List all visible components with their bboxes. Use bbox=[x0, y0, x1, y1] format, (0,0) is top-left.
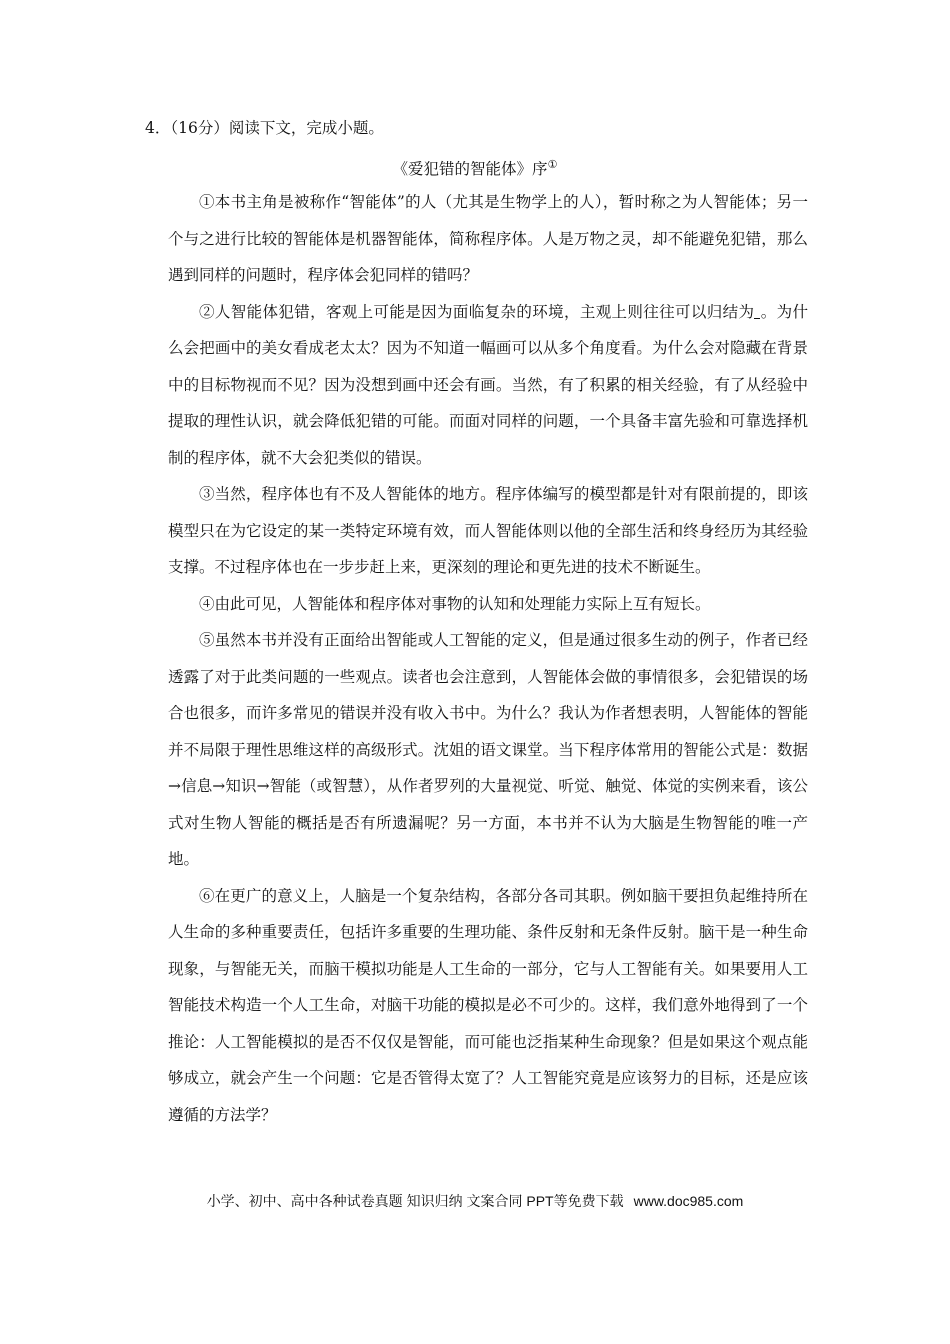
paragraph-2-lead: ②人智能体犯错，客观上可能是因为面临复杂的环境，主观上则往往可以归结为 bbox=[199, 302, 755, 321]
title-footnote-mark: ① bbox=[547, 158, 558, 171]
paragraph-2-rest: 。为什么会把画中的美女看成老太太？因为不知道一幅画可以从多个角度看。为什么会对隐藏在背景中的目标物视而不见？因为没想到画中还会有画。当然，有了积累的相关经验，有了从经验中提取的理性认识，就会降低犯错的可能。而面对同样的问题，一个具备丰富先验和可靠选择机制的程序体，就不大会犯类似的错误。 bbox=[168, 302, 808, 467]
question-number: 4． bbox=[145, 119, 171, 137]
footer-text: 小学、初中、高中各种试卷真题 知识归纳 文案合同 PPT等免费下载 bbox=[206, 1193, 624, 1209]
paragraph-5: ⑤虽然本书并没有正面给出智能或人工智能的定义，但是通过很多生动的例子，作者已经透露了对于此类问题的一些观点。读者也会注意到，人智能体会做的事情很多，会犯错误的场合也很多，而许多常见的错误并没有收入书中。为什么？我认为作者想表明，人智能体的智能并不局限于理性思维这样的高级形式。沈姐的语文课堂。当下程序体常用的智能公式是：数据→信息→知识→智能（或智慧），从作者罗列的大量视觉、听觉、触觉、体觉的实例来看，该公式对生物人智能的概括是否有所遗漏呢？另一方面，本书并不认为大脑是生物智能的唯一产地。 bbox=[168, 631, 808, 868]
paragraph-6: ⑥在更广的意义上，人脑是一个复杂结构，各部分各司其职。例如脑干要担负起维持所在人生命的多种重要责任，包括许多重要的生理功能、条件反射和无条件反射。脑干是一种生命现象，与智能无关，而脑干模拟功能是人工生命的一部分，它与人工智能有关。如果要用人工智能技术构造一个人工生命，对脑干功能的模拟是必不可少的。这样，我们意外地得到了一个推论：人工智能模拟的是否不仅仅是智能，而可能也泛指某种生命现象？但是如果这个观点能够成立，就会产生一个问题：它是否管得太宽了？人工智能究竟是应该努力的目标，还是应该遵循的方法学？ bbox=[168, 886, 808, 1124]
question-instruction: （16分）阅读下文，完成小题。 bbox=[170, 119, 384, 137]
article-title bbox=[0, 153, 950, 181]
page-footer bbox=[0, 1190, 950, 1212]
footer-url: www.doc985.com bbox=[633, 1193, 744, 1209]
paragraph-3: ③当然，程序体也有不及人智能体的地方。程序体编写的模型都是针对有限前提的，即该模型只在为它设定的某一类特定环境有效，而人智能体则以他的全部生活和终身经历为其经验支撑。不过程序体也在一步步赶上来，更深刻的理论和更先进的技术不断诞生。 bbox=[168, 485, 808, 576]
article-title-text: 《爱犯错的智能体》序 bbox=[392, 160, 548, 178]
paragraph-1: ①本书主角是被称作“智能体”的人（尤其是生物学上的人），暂时称之为人智能体；另一个与之进行比较的智能体是机器智能体，简称程序体。人是万物之灵，却不能避免犯错，那么遇到同样的问题时，程序体会犯同样的错吗？ bbox=[168, 193, 808, 284]
question-header bbox=[145, 116, 384, 140]
article-body bbox=[168, 184, 808, 1133]
paragraph-4: ④由此可见，人智能体和程序体对事物的认知和处理能力实际上互有短长。 bbox=[199, 594, 711, 613]
paragraph-2 bbox=[168, 294, 808, 477]
